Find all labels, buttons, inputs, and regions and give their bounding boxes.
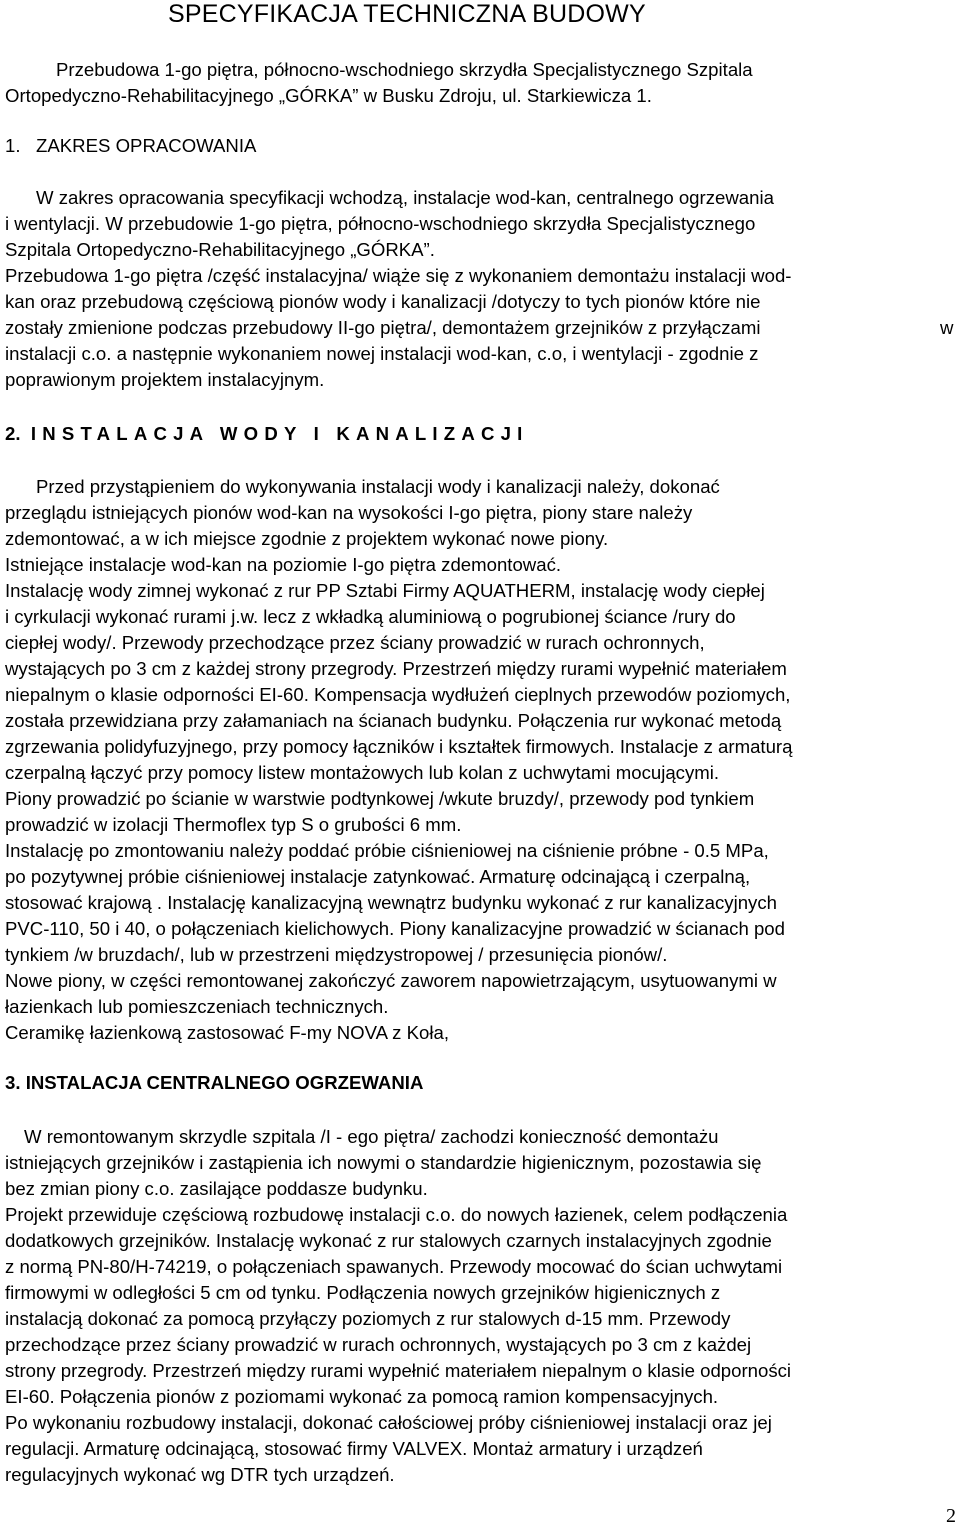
section-2-line: PVC-110, 50 i 40, o połączeniach kielichowych. Piony kanalizacyjne prowadzić w ścianach pod: [5, 918, 785, 939]
section-2-line: została przewidziana przy załamaniach na ścianach budynku. Połączenia rur wykonać metodą: [5, 710, 782, 731]
section-3-line: z normą PN-80/H-74219, o połączeniach spawanych. Przewody mocować do ścian uchwytami: [5, 1256, 783, 1277]
section-2-line: i cyrkulacji wykonać rurami j.w. lecz z wkładką aluminiową o pogrubionej ściance /rury do: [5, 606, 736, 627]
section-2-line: przeglądu istniejących pionów wod-kan na wysokości I-go piętra, piony stare należy: [5, 502, 693, 523]
section-1-line: poprawionym projektem instalacyjnym.: [5, 369, 325, 390]
section-3-line: firmowymi w odległości 5 cm od tynku. Podłączenia nowych grzejników higienicznych z: [5, 1282, 721, 1303]
section-2-title: INSTALACJA WODY I KANALIZACJI: [30, 423, 529, 444]
section-1-line: Przebudowa 1-go piętra /część instalacyjna/ wiąże się z wykonaniem demontażu instalacji wod-: [5, 265, 792, 286]
document-title: SPECYFIKACJA TECHNICZNA BUDOWY: [168, 0, 646, 28]
section-3-heading: [5, 1070, 423, 1096]
section-3-line: regulacji. Armaturę odcinającą, stosować firmy VALVEX. Montaż armatury i urządzeń: [5, 1438, 703, 1459]
section-2-heading: [5, 421, 528, 447]
section-2-line: zdemontować, a w ich miejsce zgodnie z projektem wykonać nowe piony.: [5, 528, 609, 549]
section-1-line: instalacji c.o. a następnie wykonaniem nowej instalacji wod-kan, c.o, i wentylacji - zgodnie z: [5, 343, 759, 364]
section-3-line: dodatkowych grzejników. Instalację wykonać z rur stalowych czarnych instalacyjnych zgodnie: [5, 1230, 772, 1251]
section-3-line: strony przegrody. Przestrzeń między rurami wypełnić materiałem niepalnym o klasie odporności: [5, 1360, 792, 1381]
section-2-line: prowadzić w izolacji Thermoflex typ S o grubości 6 mm.: [5, 814, 462, 835]
section-2-line: łazienkach lub pomieszczeniach technicznych.: [5, 996, 389, 1017]
section-3-number: 3.: [5, 1072, 21, 1093]
section-2-line: po pozytywnej próbie ciśnieniowej instalacje zatynkować. Armaturę odcinającą i czerpalną,: [5, 866, 751, 887]
section-2-number: 2.: [5, 423, 21, 444]
section-3-line: W remontowanym skrzydle szpitala /I - ego piętra/ zachodzi konieczność demontażu: [24, 1126, 719, 1147]
subtitle-line-1: Przebudowa 1-go piętra, północno-wschodniego skrzydła Specjalistycznego Szpitala: [56, 59, 753, 80]
section-3-line: regulacyjnych wykonać wg DTR tych urządzeń.: [5, 1464, 395, 1485]
section-2-line: tynkiem /w bruzdach/, lub w przestrzeni międzystropowej / przesunięcia pionów/.: [5, 944, 668, 965]
section-1-line-wrap: w: [940, 317, 954, 338]
section-1-heading: [5, 133, 256, 159]
section-2-line: czerpalną łączyć przy pomocy listew montażowych lub kolan z uchwytami mocującymi.: [5, 762, 720, 783]
section-2-line: zgrzewania polidyfuzyjnego, przy pomocy łączników i kształtek firmowych. Instalacje z armaturą: [5, 736, 793, 757]
section-1-line: kan oraz przebudową częściową pionów wody i kanalizacji /dotyczy to tych pionów które nie: [5, 291, 761, 312]
section-1-line: i wentylacji. W przebudowie 1-go piętra, północno-wschodniego skrzydła Specjalistycznego: [5, 213, 756, 234]
subtitle-line-2: Ortopedyczno-Rehabilitacyjnego „GÓRKA” w Busku Zdroju, ul. Starkiewicza 1.: [5, 85, 652, 106]
section-3-line: Po wykonaniu rozbudowy instalacji, dokonać całościowej próby ciśnieniowej instalacji oraz jej: [5, 1412, 772, 1433]
section-1-line: Szpitala Ortopedyczno-Rehabilitacyjnego „GÓRKA”.: [5, 239, 435, 260]
section-3-line: istniejących grzejników i zastąpienia ich nowymi o standardzie higienicznym, pozostawia się: [5, 1152, 762, 1173]
section-2-line: ciepłej wody/. Przewody przechodzące przez ściany prowadzić w rurach ochronnych,: [5, 632, 705, 653]
section-1-line: zostały zmienione podczas przebudowy II-go piętra/, demontażem grzejników z przyłączami: [5, 317, 761, 338]
section-2-line: Przed przystąpieniem do wykonywania instalacji wody i kanalizacji należy, dokonać: [36, 476, 720, 497]
section-1-number: 1.: [5, 135, 21, 156]
section-2-line: Piony prowadzić po ścianie w warstwie podtynkowej /wkute bruzdy/, przewody pod tynkiem: [5, 788, 755, 809]
section-2-line: niepalnym o klasie odporności EI-60. Kompensacja wydłużeń cieplnych przewodów poziomych,: [5, 684, 791, 705]
section-1-line: W zakres opracowania specyfikacji wchodzą, instalacje wod-kan, centralnego ogrzewania: [36, 187, 774, 208]
section-3-line: bez zmian piony c.o. zasilające poddasze budynku.: [5, 1178, 428, 1199]
section-3-title: INSTALACJA CENTRALNEGO OGRZEWANIA: [25, 1072, 424, 1093]
section-2-line: Istniejące instalacje wod-kan na poziomie I-go piętra zdemontować.: [5, 554, 562, 575]
section-2-line: stosować krajową . Instalację kanalizacyjną wewnątrz budynku wykonać z rur kanalizacyjnych: [5, 892, 777, 913]
section-1-title: ZAKRES OPRACOWANIA: [36, 135, 257, 156]
section-3-line: EI-60. Połączenia pionów z poziomami wykonać za pomocą ramion kompensacyjnych.: [5, 1386, 719, 1407]
section-2-line: Instalację po zmontowaniu należy poddać próbie ciśnieniowej na ciśnienie próbne - 0.5 MPa,: [5, 840, 769, 861]
section-3-line: przechodzące przez ściany prowadzić w rurach ochronnych, wystających po 3 cm z każdej: [5, 1334, 752, 1355]
section-3-line: Projekt przewiduje częściową rozbudowę instalacji c.o. do nowych łazienek, celem podłączenia: [5, 1204, 788, 1225]
section-3-line: instalacją dokonać za pomocą przyłączy poziomych z rur stalowych d-15 mm. Przewody: [5, 1308, 731, 1329]
section-2-line: Ceramikę łazienkową zastosować F-my NOVA z Koła,: [5, 1022, 449, 1043]
section-2-line: Nowe piony, w części remontowanej zakończyć zaworem napowietrzającym, usytuowanymi w: [5, 970, 777, 991]
section-2-line: Instalację wody zimnej wykonać z rur PP Sztabi Firmy AQUATHERM, instalację wody ciepłej: [5, 580, 765, 601]
page-number: 2: [946, 1505, 956, 1527]
section-2-line: wystających po 3 cm z każdej strony przegrody. Przestrzeń między rurami wypełnić materiałem: [5, 658, 787, 679]
